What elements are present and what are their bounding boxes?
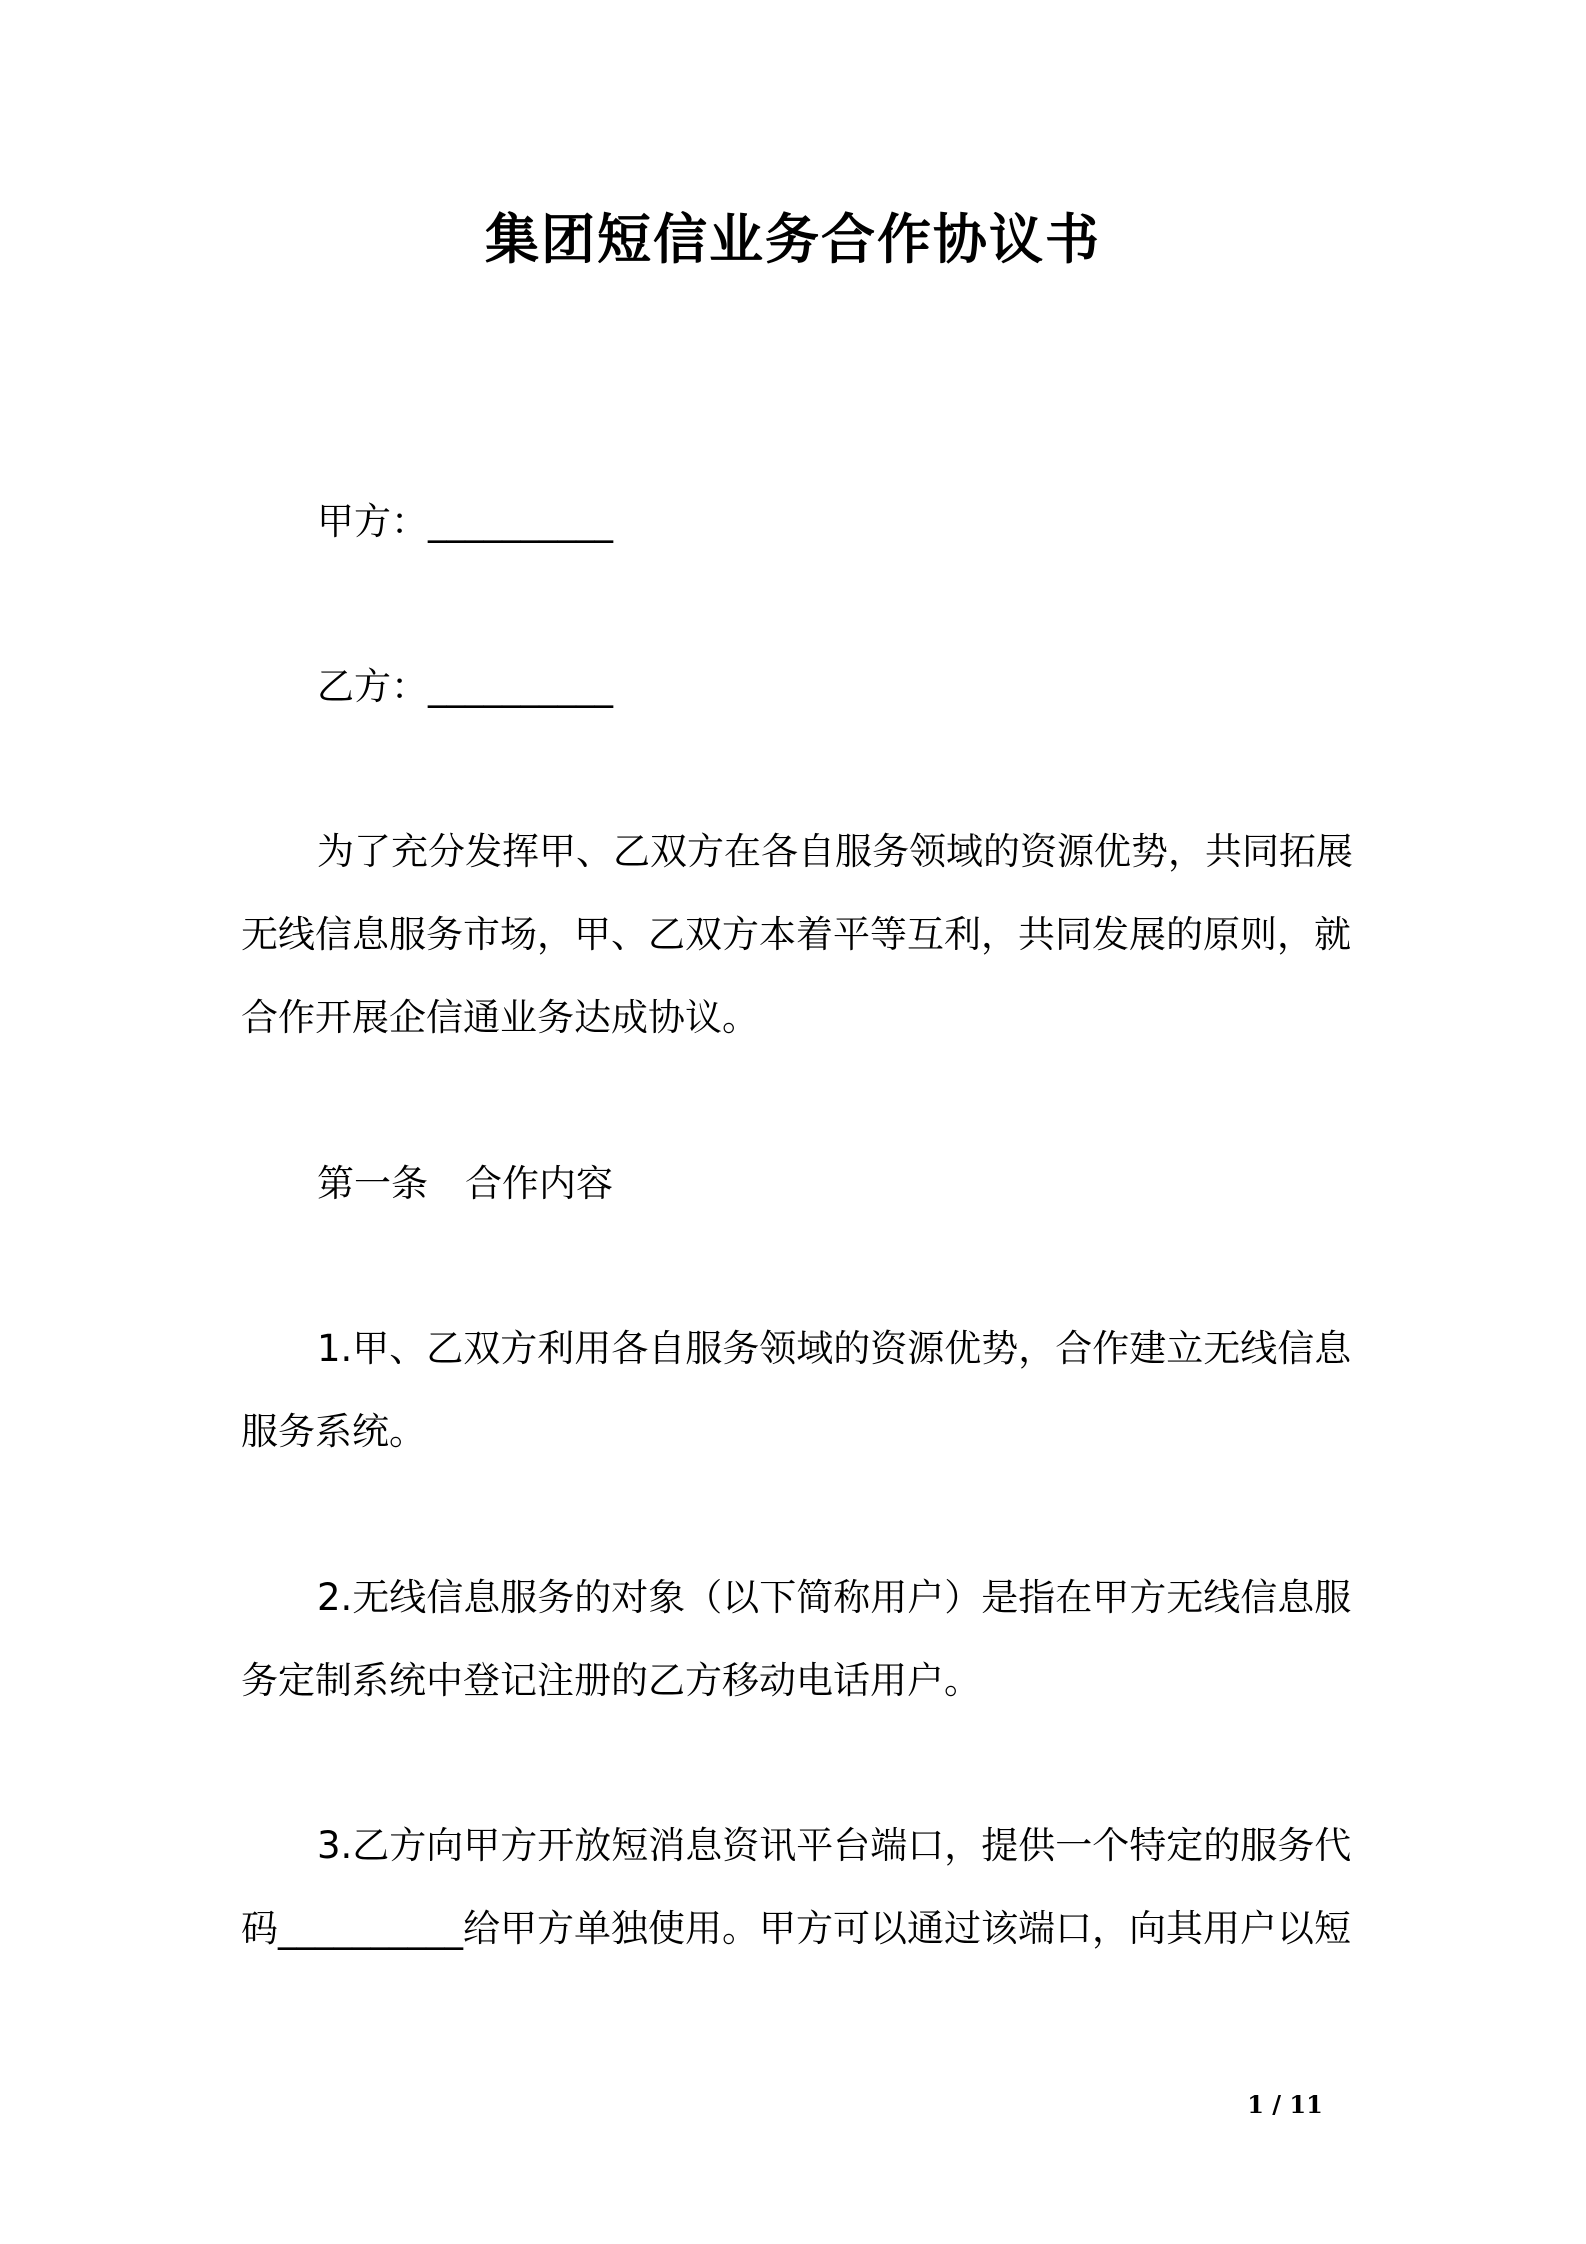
clause-1-line-2: 服务系统。 [241,1410,426,1453]
page-number: 1 / 11 [1247,2090,1323,2119]
clause-3-line-1: 3.乙方向甲方开放短消息资讯平台端口，提供一个特定的服务代 [317,1824,1352,1867]
party-a-line: 甲方：__________ [317,500,613,543]
clause-3-line-2: 码__________给甲方单独使用。甲方可以通过该端口，向其用户以短 [241,1907,1351,1950]
document-title: 集团短信业务合作协议书 [485,208,1101,271]
preamble-line-3: 合作开展企信通业务达成协议。 [241,996,759,1039]
party-b-line: 乙方：__________ [317,665,613,708]
preamble-line-1: 为了充分发挥甲、乙双方在各自服务领域的资源优势，共同拓展 [317,830,1353,873]
preamble-line-2: 无线信息服务市场，甲、乙双方本着平等互利，共同发展的原则，就 [241,913,1351,956]
clause-2-line-1: 2.无线信息服务的对象（以下简称用户）是指在甲方无线信息服 [317,1576,1352,1619]
article-1-heading: 第一条 合作内容 [317,1162,613,1205]
clause-2-line-2: 务定制系统中登记注册的乙方移动电话用户。 [241,1659,981,1702]
clause-1-line-1: 1.甲、乙双方利用各自服务领域的资源优势，合作建立无线信息 [317,1327,1352,1370]
